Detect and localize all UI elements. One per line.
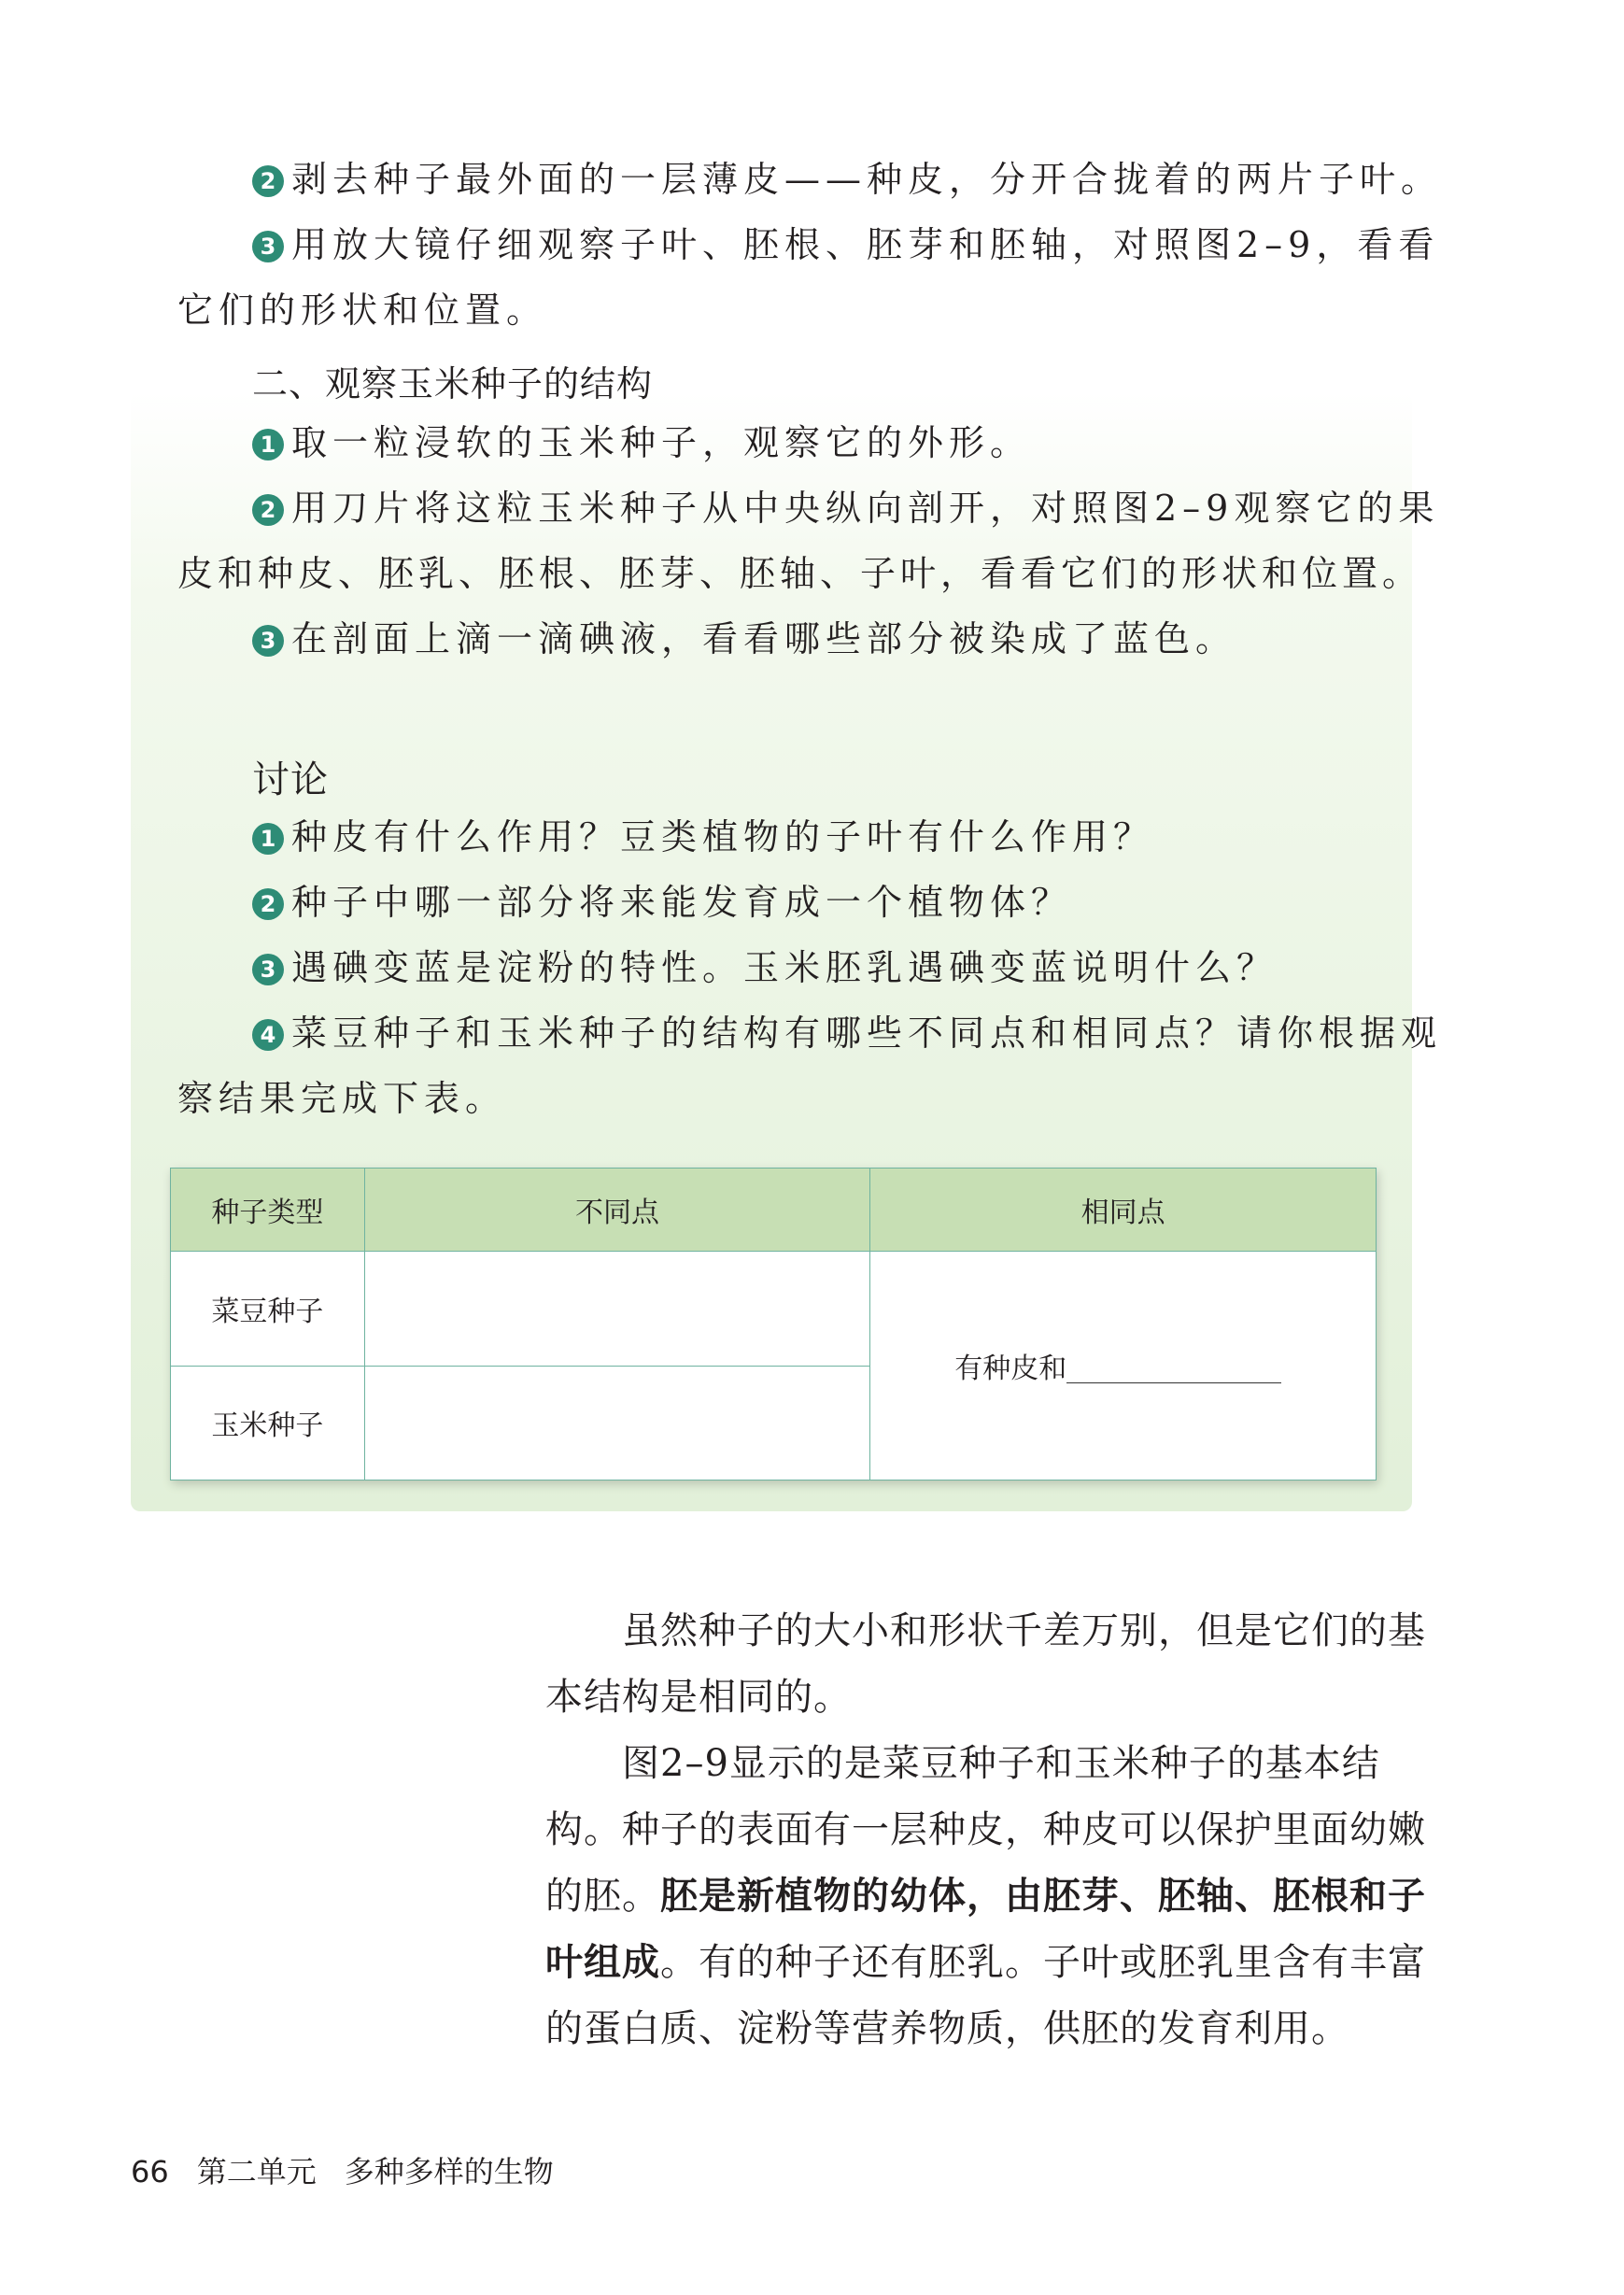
table-header: 相同点 (870, 1169, 1377, 1252)
body-p2-line2: 构。种子的表面有一层种皮，种皮可以保护里面幼嫩 (545, 1808, 1426, 1851)
question-number: 3 (252, 954, 284, 985)
corn-step-1-text: 取一粒浸软的玉米种子，观察它的外形。 (291, 422, 1032, 463)
table-header: 不同点 (364, 1169, 869, 1252)
body-text-segment: 的胚。 (545, 1875, 660, 1918)
fill-blank[interactable] (1066, 1354, 1281, 1383)
unit-title: 多种多样的生物 (344, 2154, 554, 2189)
question-1-text: 种皮有什么作用？豆类植物的子叶有什么作用？ (291, 816, 1155, 857)
body-p1-line2: 本结构是相同的。 (545, 1676, 852, 1719)
body-p2-line3 (545, 1866, 1426, 1920)
row-label: 玉米种子 (171, 1366, 365, 1480)
question-2 (252, 882, 1072, 925)
question-3-text: 遇碘变蓝是淀粉的特性。玉米胚乳遇碘变蓝说明什么？ (291, 947, 1278, 988)
bean-step-3-text: 用放大镜仔细观察子叶、胚根、胚芽和胚轴，对照图2–9，看看 (291, 224, 1440, 265)
answer-cell[interactable] (364, 1366, 869, 1480)
page-number: 66 (131, 2154, 169, 2189)
question-4 (252, 1013, 1442, 1055)
step-number: 2 (252, 494, 284, 526)
question-1 (252, 816, 1154, 859)
question-3 (252, 947, 1278, 990)
unit-label: 第二单元 (196, 2154, 317, 2189)
bean-step-3 (252, 224, 1439, 267)
step-number: 3 (252, 231, 284, 262)
body-bold-segment: 胚是新植物的幼体，由胚芽、胚轴、胚根和子 (660, 1875, 1426, 1918)
page-footer (131, 2148, 554, 2191)
corn-step-2-text: 用刀片将这粒玉米种子从中央纵向剖开，对照图2–9观察它的果 (291, 488, 1440, 529)
step-number: 3 (252, 625, 284, 657)
row-label: 菜豆种子 (171, 1252, 365, 1367)
section-title: 二、观察玉米种子的结构 (252, 363, 654, 404)
body-p1-line1: 虽然种子的大小和形状千差万别，但是它们的基 (622, 1609, 1426, 1652)
body-p2-line1: 图2–9显示的是菜豆种子和玉米种子的基本结 (622, 1742, 1380, 1785)
common-prefix: 有种皮和 (954, 1353, 1067, 1385)
corn-step-2 (252, 488, 1439, 531)
step-number: 1 (252, 429, 284, 460)
question-number: 2 (252, 888, 284, 920)
table-header-row (171, 1169, 1377, 1252)
question-4-text: 菜豆种子和玉米种子的结构有哪些不同点和相同点？请你根据观 (291, 1013, 1443, 1054)
question-4-cont: 察结果完成下表。 (177, 1078, 507, 1119)
bean-step-2 (252, 159, 1442, 202)
corn-step-2-cont: 皮和种皮、胚乳、胚根、胚芽、胚轴、子叶，看看它们的形状和位置。 (177, 553, 1423, 594)
corn-step-3 (252, 618, 1236, 661)
corn-step-1 (252, 422, 1031, 465)
bean-step-3-cont: 它们的形状和位置。 (177, 290, 548, 331)
comparison-table (170, 1168, 1377, 1480)
body-p2-line5: 的蛋白质、淀粉等营养物质，供胚的发育利用。 (545, 2007, 1349, 2050)
question-number: 4 (252, 1019, 284, 1051)
common-cell (870, 1252, 1377, 1480)
table-row (171, 1252, 1377, 1367)
body-text-segment: 。有的种子还有胚乳。子叶或胚乳里含有丰富 (660, 1941, 1426, 1984)
body-p2-line4 (545, 1933, 1426, 1986)
step-number: 2 (252, 165, 284, 197)
discussion-title: 讨论 (252, 758, 329, 801)
question-2-text: 种子中哪一部分将来能发育成一个植物体？ (291, 882, 1073, 923)
corn-step-3-text: 在剖面上滴一滴碘液，看看哪些部分被染成了蓝色。 (291, 618, 1237, 659)
question-number: 1 (252, 823, 284, 855)
body-bold-segment: 叶组成 (545, 1941, 660, 1984)
bean-step-2-text: 剥去种子最外面的一层薄皮——种皮，分开合拢着的两片子叶。 (291, 159, 1443, 200)
table-header: 种子类型 (171, 1169, 365, 1252)
answer-cell[interactable] (364, 1252, 869, 1367)
